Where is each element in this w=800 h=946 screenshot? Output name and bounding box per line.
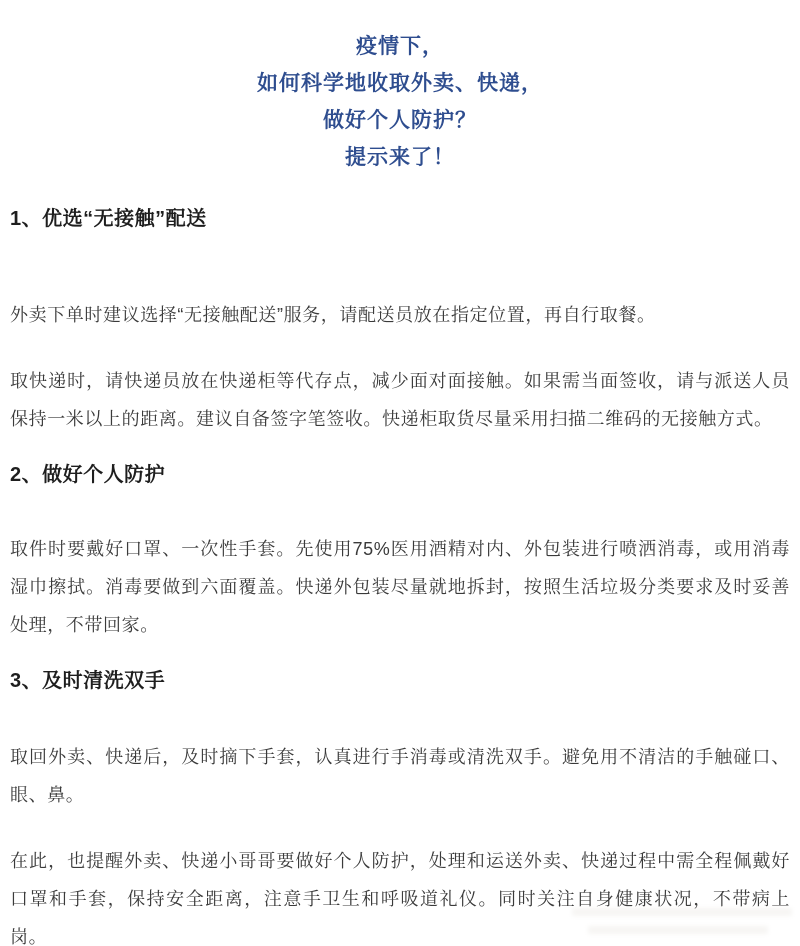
section-1-paragraph-2: 取快递时，请快递员放在快递柜等代存点，减少面对面接触。如果需当面签收，请与派送人员保持一米以上的距离。建议自备签字笔签收。快递柜取货尽量采用扫描二维码的无接触方式。 — [10, 371, 790, 429]
title-line-4: 提示来了！ — [345, 146, 455, 169]
section-2-heading: 2、做好个人防护 — [10, 464, 166, 486]
section-1-paragraph-1: 外卖下单时建议选择“无接触配送”服务，请配送员放在指定位置，再自行取餐。 — [10, 305, 656, 325]
section-3-heading: 3、及时清洗双手 — [10, 670, 166, 692]
title-line-3: 做好个人防护？ — [323, 109, 477, 132]
article-title — [0, 0, 800, 176]
section-3-paragraph-1: 取回外卖、快递后，及时摘下手套，认真进行手消毒或清洗双手。避免用不清洁的手触碰口、眼、鼻。 — [10, 747, 790, 805]
section-2-paragraph-1: 取件时要戴好口罩、一次性手套。先使用75%医用酒精对内、外包装进行喷洒消毒，或用消毒湿巾擦拭。消毒要做到六面覆盖。快递外包装尽量就地拆封，按照生活垃圾分类要求及时妥善处理，不带回家。 — [10, 539, 790, 635]
section-3-paragraph-2: 在此，也提醒外卖、快递小哥哥要做好个人防护，处理和运送外卖、快递过程中需全程佩戴好口罩和手套，保持安全距离，注意手卫生和呼吸道礼仪。同时关注自身健康状况，不带病上岗。 — [10, 851, 790, 946]
section-1-heading: 1、优选“无接触”配送 — [10, 208, 207, 230]
title-line-2: 如何科学地收取外卖、快递， — [257, 72, 543, 95]
title-line-1: 疫情下， — [356, 35, 444, 58]
